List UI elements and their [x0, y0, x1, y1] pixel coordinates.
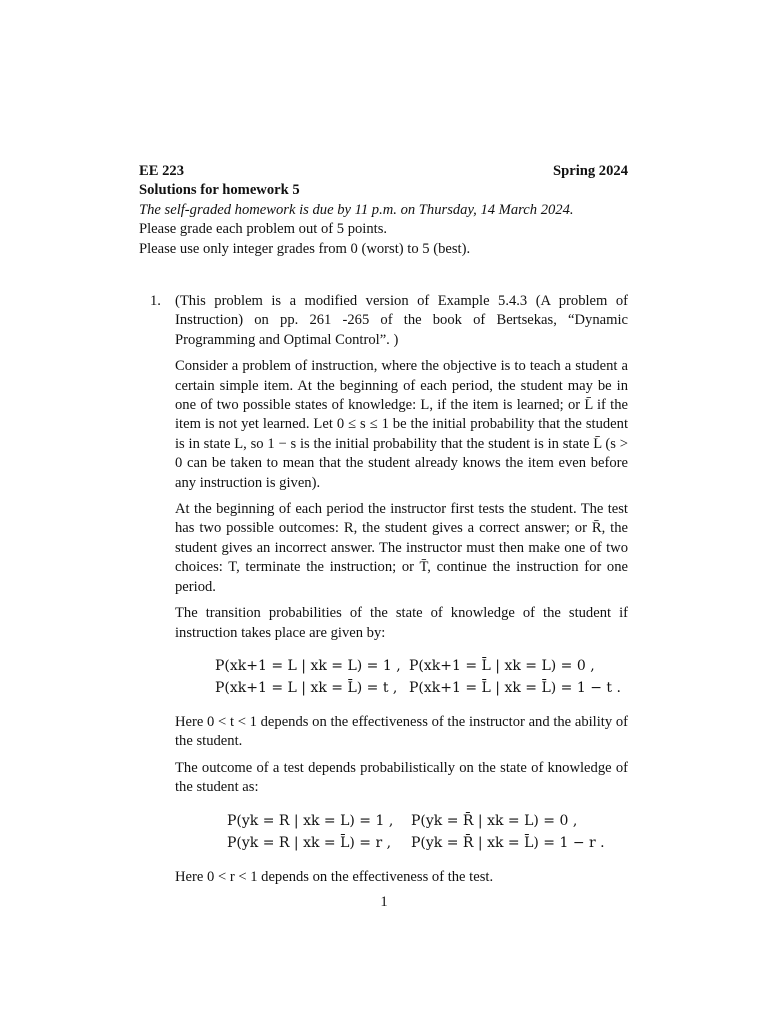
- equation: P(yk = R | xk = L) = 1 ,: [227, 812, 394, 829]
- equation-row: [215, 655, 628, 677]
- paragraph-tests: At the beginning of each period the instructor first tests the student. The test has two possible outcomes: R, the student gives a correct answer; or R̄, the student gives an incorrect answer. The instructor must then make one of two choices: T, terminate the instruction; or T̄, continue the instruction for one period.: [175, 501, 628, 595]
- paragraph-outcome-intro: The outcome of a test depends probabilistically on the state of knowledge of the student as:: [175, 759, 628, 796]
- due-date-note: The self-graded homework is due by 11 p.m. on Thursday, 14 March 2024.: [139, 201, 574, 218]
- transition-equations: [215, 655, 628, 699]
- problem-body: [175, 292, 628, 887]
- equation-row: [227, 810, 628, 832]
- document-header: [139, 162, 628, 259]
- equation: P(yk = R | xk = L̄) = r ,: [227, 834, 392, 851]
- grading-note: Please grade each problem out of 5 points.: [139, 221, 388, 238]
- equation-row: [227, 832, 628, 854]
- paragraph-states: Consider a problem of instruction, where the objective is to teach a student a certain simple item. At the beginning of each period, the student may be in one of two possible states of knowledge: L, if the item is learned; or L̄ if the item is not yet learned. Let 0 ≤ s ≤ 1 be the initial probability that the student is in state L, so 1 − s is the initial probability that the student is in state L̄ (s > 0 can be taken to mean that the student already knows the item even before any instruction is given).: [175, 358, 628, 491]
- term: Spring 2024: [552, 163, 628, 179]
- equation: P(xk+1 = L̄ | xk = L̄) = 1 − t .: [409, 679, 621, 696]
- equation: P(yk = R̄ | xk = L̄) = 1 − r .: [411, 834, 605, 851]
- problem-number: 1.: [150, 293, 161, 309]
- equation-row: [215, 677, 628, 699]
- page-number: 1: [380, 894, 388, 910]
- grade-range-note: Please use only integer grades from 0 (worst) to 5 (best).: [139, 240, 471, 257]
- equation: P(yk = R̄ | xk = L) = 0 ,: [411, 812, 578, 829]
- problem-intro: (This problem is a modified version of Example 5.4.3 (A problem of Instruction) on pp. 261 -265 of the book of Bertsekas, “Dynamic Programming and Optimal Control”. ): [175, 293, 628, 348]
- course-code: EE 223: [139, 163, 185, 179]
- paragraph-r-parameter: Here 0 < r < 1 depends on the effectiveness of the test.: [175, 868, 494, 885]
- outcome-equations: [227, 810, 628, 854]
- equation: P(xk+1 = L | xk = L) = 1 ,: [215, 657, 401, 674]
- equation: P(xk+1 = L̄ | xk = L) = 0 ,: [409, 657, 595, 674]
- document-title: Solutions for homework 5: [139, 182, 300, 199]
- paragraph-transition-intro: The transition probabilities of the state of knowledge of the student if instruction takes place are given by:: [175, 605, 628, 641]
- equation: P(xk+1 = L | xk = L̄) = t ,: [215, 679, 398, 696]
- paragraph-t-parameter: Here 0 < t < 1 depends on the effectiveness of the instructor and the ability of the student.: [175, 713, 628, 750]
- problem-1: [139, 292, 628, 894]
- header-row: [139, 162, 628, 181]
